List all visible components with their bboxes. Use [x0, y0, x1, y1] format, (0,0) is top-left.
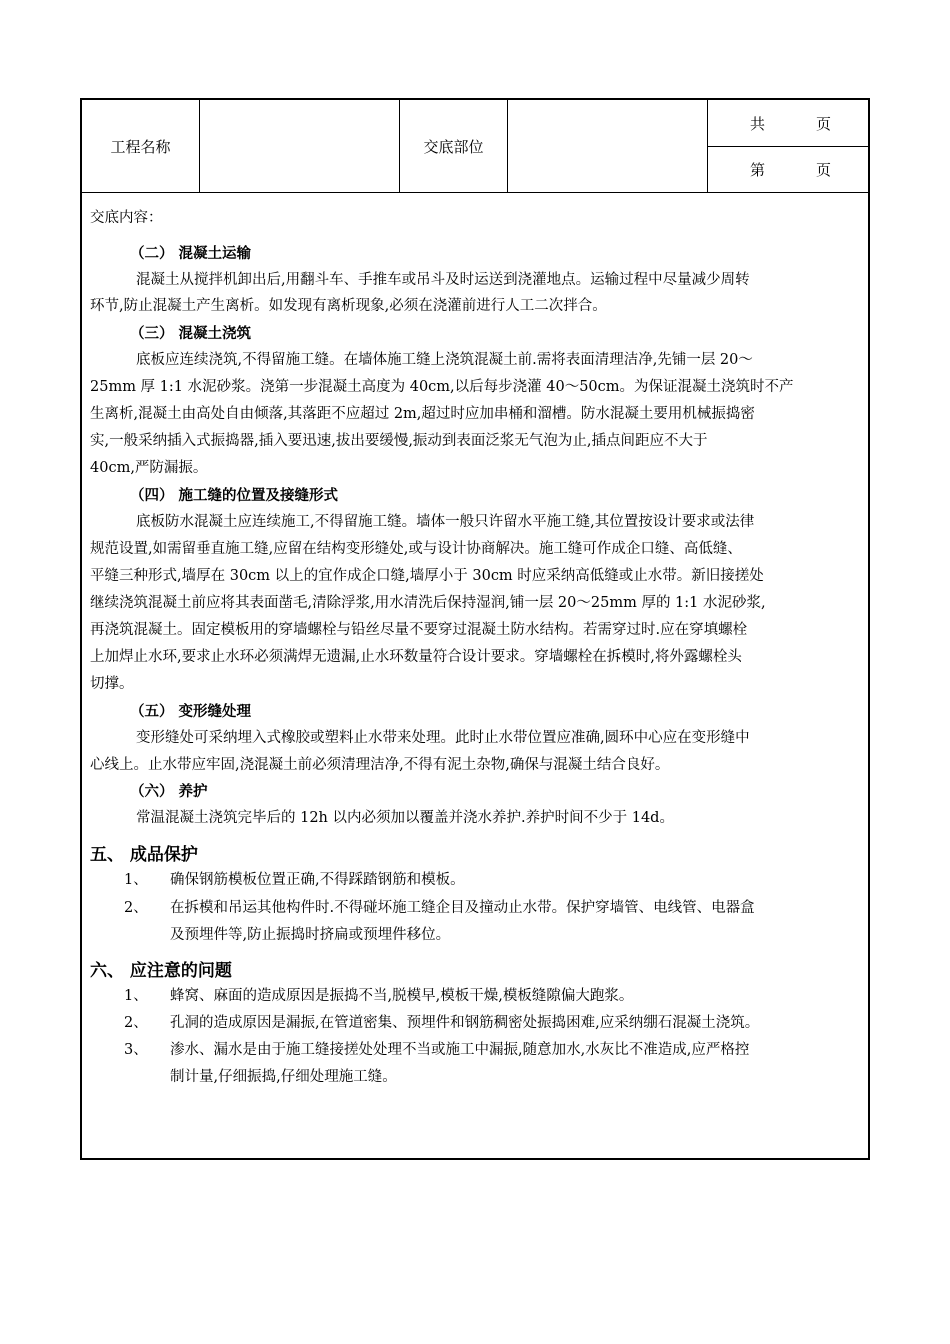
section-pouring-title: （三） 混凝土浇筑 [130, 325, 252, 342]
paragraph-line: 混凝土从搅拌机卸出后,用翻斗车、手推车或吊斗及时运送到浇灌地点。运输过程中尽量减少周转 [136, 272, 750, 288]
paragraph-line: 底板应连续浇筑,不得留施工缝。在墙体施工缝上浇筑混凝土前.需将表面清理洁净,先铺一层 20～ [136, 352, 753, 368]
project-name-value [200, 100, 400, 192]
content-label: 交底内容： [90, 210, 163, 226]
list-item: 制计量,仔细振捣,仔细处理施工缝。 [170, 1069, 397, 1085]
paragraph-line: 规范设置,如需留垂直施工缝,应留在结构变形缝处,或与设计协商解决。施工缝可作成企口缝、高低缝、 [90, 541, 742, 557]
handover-part-value [508, 100, 708, 192]
list-number: 3、 [124, 1042, 148, 1058]
list-number: 1、 [124, 872, 148, 888]
page-number [708, 146, 868, 192]
paragraph-line: 40cm,严防漏振。 [90, 460, 208, 476]
page-number-prefix: 第 [750, 160, 766, 179]
handover-part-label: 交底部位 [400, 100, 508, 192]
paragraph-line: 再浇筑混凝土。固定模板用的穿墙螺栓与铅丝尽量不要穿过混凝土防水结构。若需穿过时.应在穿填螺栓 [90, 622, 748, 638]
form-header [82, 100, 868, 193]
section-deformation-title: （五） 变形缝处理 [130, 703, 252, 720]
heading-attention: 六、 应注意的问题 [90, 961, 232, 981]
list-number: 2、 [124, 900, 148, 916]
section-transport-title: （二） 混凝土运输 [130, 245, 252, 262]
list-item: 在拆模和吊运其他构件时.不得碰坏施工缝企目及撞动止水带。保护穿墙管、电线管、电器盒 [170, 900, 755, 916]
paragraph-line: 环节,防止混凝土产生离析。如发现有离析现象,必须在浇灌前进行人工二次拌合。 [90, 298, 607, 314]
section-joint-title: （四） 施工缝的位置及接缝形式 [130, 487, 339, 504]
heading-protection: 五、 成品保护 [90, 845, 198, 865]
paragraph-line: 底板防水混凝土应连续施工,不得留施工缝。墙体一般只许留水平施工缝,其位置按设计要求或法律 [136, 514, 755, 530]
paragraph-line: 25mm 厚 1:1 水泥砂浆。浇第一步混凝土高度为 40cm,以后每步浇灌 40～50cm。为保证混凝土浇筑时不产 [90, 379, 794, 395]
page-count-cell [708, 100, 868, 192]
handover-form [80, 98, 870, 1160]
paragraph-line: 常温混凝土浇筑完毕后的 12h 以内必须加以覆盖并浇水养护.养护时间不少于 14d。 [136, 810, 674, 826]
list-number: 2、 [124, 1015, 148, 1031]
paragraph-line: 平缝三种形式,墙厚在 30cm 以上的宜作成企口缝,墙厚小于 30cm 时应采纳高低缝或止水带。新旧接搓处 [90, 568, 764, 584]
list-item: 确保钢筋模板位置正确,不得踩踏钢筋和模板。 [170, 872, 465, 888]
list-item: 渗水、漏水是由于施工缝接搓处处理不当或施工中漏振,随意加水,水灰比不准造成,应严格控 [170, 1042, 750, 1058]
total-pages [708, 100, 868, 147]
paragraph-line: 生离析,混凝土由高处自由倾落,其落距不应超过 2m,超过时应加串桶和溜槽。防水混凝土要用机械振捣密 [90, 406, 755, 422]
project-name-label: 工程名称 [82, 100, 200, 192]
list-item: 及预埋件等,防止振捣时挤扁或预埋件移位。 [170, 927, 451, 943]
list-item: 蜂窝、麻面的造成原因是振捣不当,脱模早,模板干燥,模板缝隙偏大跑浆。 [170, 988, 634, 1004]
total-pages-suffix: 页 [816, 114, 832, 133]
paragraph-line: 心线上。止水带应牢固,浇混凝土前必须清理洁净,不得有泥土杂物,确保与混凝土结合良好。 [90, 757, 670, 773]
total-pages-prefix: 共 [750, 114, 766, 133]
paragraph-line: 实,一般采纳插入式振捣器,插入要迅速,拔出要缓慢,振动到表面泛浆无气泡为止,插点间距应不大于 [90, 433, 708, 449]
list-item: 孔洞的造成原因是漏振,在管道密集、预埋件和钢筋稠密处振捣困难,应采纳绷石混凝土浇筑。 [170, 1015, 760, 1031]
section-curing-title: （六） 养护 [130, 783, 208, 800]
list-number: 1、 [124, 988, 148, 1004]
paragraph-line: 上加焊止水环,要求止水环必须满焊无遗漏,止水环数量符合设计要求。穿墙螺栓在拆模时,将外露螺栓头 [90, 649, 742, 665]
page-number-suffix: 页 [816, 160, 832, 179]
paragraph-line: 切撑。 [90, 676, 134, 692]
paragraph-line: 继续浇筑混凝土前应将其表面凿毛,清除浮浆,用水清洗后保持湿润,铺一层 20～25mm 厚的 1:1 水泥砂浆, [90, 595, 766, 611]
paragraph-line: 变形缝处可采纳埋入式橡胶或塑料止水带来处理。此时止水带位置应准确,圆环中心应在变形缝中 [136, 730, 750, 746]
